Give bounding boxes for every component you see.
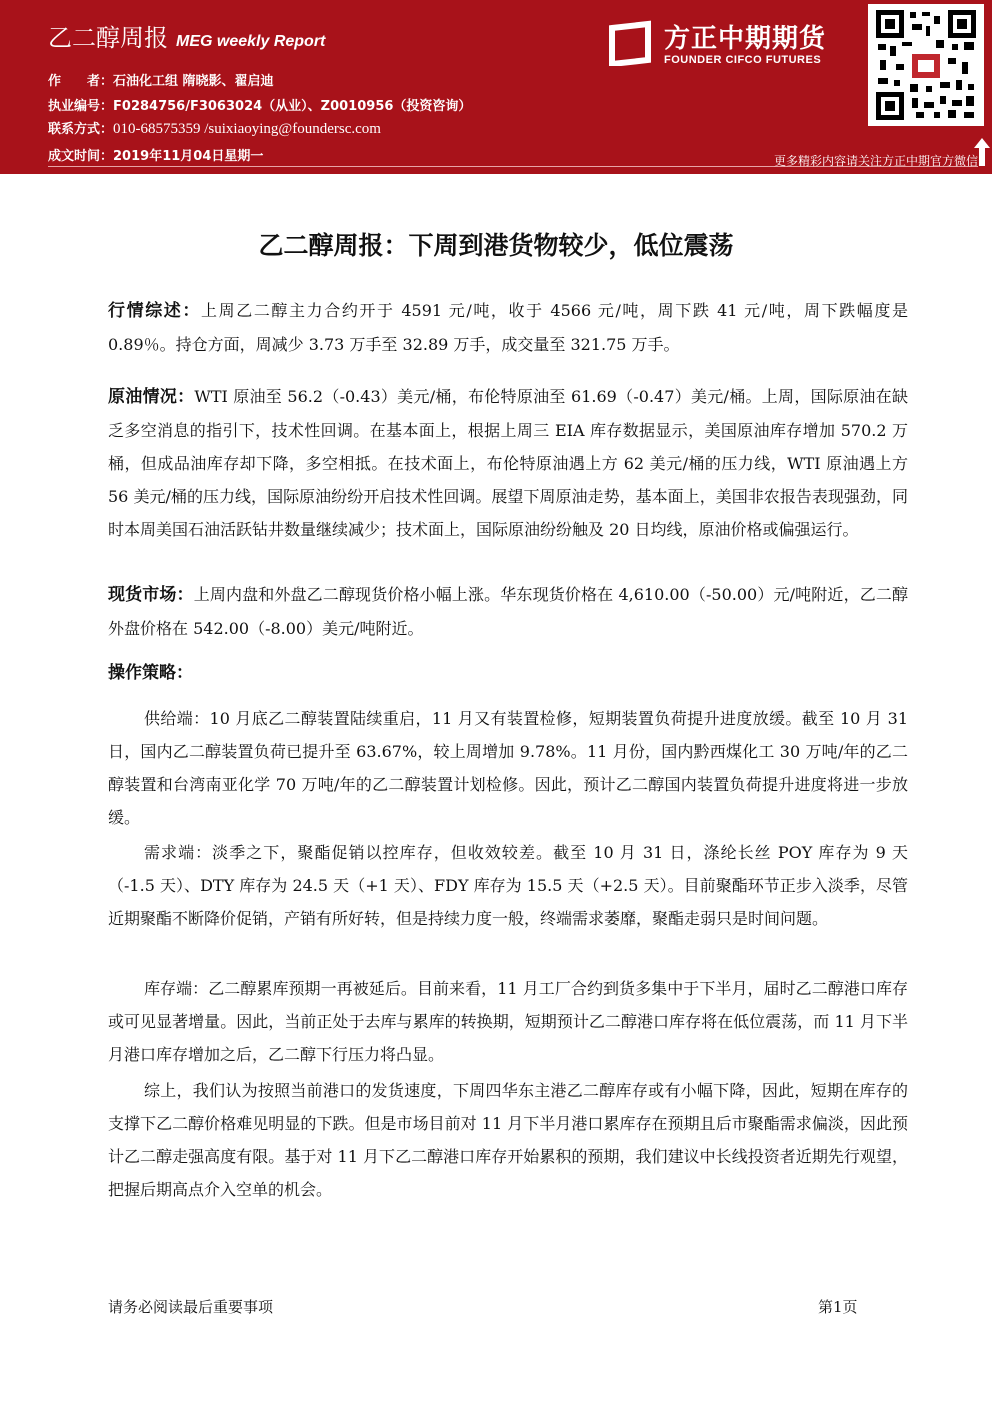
crude-oil-paragraph (108, 380, 908, 546)
date-label: 成文时间： (48, 149, 114, 164)
inventory-paragraph: 库存端：乙二醇累库预期一再被延后。目前来看，11 月工厂合约到货多集中于下半月，届时乙二醇港口库存或可见显著增量。因此，当前正处于去库与累库的转换期，短期预计乙二醇港口库存将在低位震荡，而 11 月下半月港口库存增加之后，乙二醇下行压力将凸显。 (108, 979, 908, 1064)
crude-oil-text: WTI 原油至 56.2（-0.43）美元/桶，布伦特原油至 61.69（-0.47）美元/桶。上周，国际原油在缺乏多空消息的指引下，技术性回调。在基本面上，根据上周三 EIA 库存数据显示，美国原油库存增加 570.2 万桶，但成品油库存却下降，多空相抵。在技术面上，布伦特原油遇上方 62 美元/桶的压力线，WTI 原油遇上方 56 美元/桶的压力线，国际原油纷纷开启技术性回调。展望下周原油走势，基本面上，美国非农报告表现强劲，同时本周美国石油活跃钻井数量继续减少；技术面上，国际原油纷纷触及 20 日均线，原油价格或偏强运行。 (108, 387, 908, 539)
market-overview-text: 上周乙二醇主力合约开于 4591 元/吨，收于 4566 元/吨，周下跌 41 元/吨，周下跌幅度是 0.89％。持仓方面，周减少 3.73 万手至 32.89 万手，成交量至 321.75 万手。 (108, 301, 908, 354)
author-value: 石油化工组 隋晓影、翟启迪 (113, 74, 274, 89)
demand-paragraph: 需求端：淡季之下，聚酯促销以控库存，但收效较差。截至 10 月 31 日，涤纶长丝 POY 库存为 9 天（-1.5 天）、DTY 库存为 24.5 天（+1 天）、FDY 库存为 15.5 天（+2.5 天）。目前聚酯环节正步入淡季，尽管近期聚酯不断降价促销，产销有所好转，但是持续力度一般，终端需求萎靡，聚酯走弱只是时间问题。 (108, 843, 908, 928)
market-overview-heading: 行情综述： (108, 301, 202, 321)
page-number: 第1页 (818, 1298, 858, 1316)
qr-code (868, 4, 984, 126)
strategy-heading: 操作策略： (108, 663, 193, 683)
summary-paragraph: 综上，我们认为按照当前港口的发货速度，下周四华东主港乙二醇库存或有小幅下降，因此，短期在库存的支撑下乙二醇价格难见明显的下跌。但是市场目前对 11 月下半月港口累库存在预期且后市聚酯需求偏淡，因此预计乙二醇走强高度有限。基于对 11 月下乙二醇港口库存开始累积的预期，我们建议中长线投资者近期先行观望，把握后期高点介入空单的机会。 (108, 1081, 908, 1199)
license-value: F0284756/F3063024（从业）、Z0010956（投资咨询） (113, 99, 472, 114)
spot-market-paragraph (108, 578, 908, 645)
supply-paragraph: 供给端：10 月底乙二醇装置陆续重启，11 月又有装置检修，短期装置负荷提升进度放缓。截至 10 月 31 日，国内乙二醇装置负荷已提升至 63.67%，较上周增加 9.78%。11 月份，国内黔西煤化工 30 万吨/年的乙二醇装置和台湾南亚化学 70 万吨/年的乙二醇装置计划检修。因此，预计乙二醇国内装置负荷提升进度将进一步放缓。 (108, 709, 908, 827)
founder-logo-icon (608, 20, 654, 66)
author-line (48, 70, 274, 89)
up-arrow-icon (974, 138, 990, 166)
brand-name-en: FOUNDER CIFCO FUTURES (664, 54, 822, 66)
market-overview-paragraph (108, 294, 908, 361)
brand-name-cn: 方正中期期货 (664, 24, 827, 54)
license-line (48, 95, 471, 114)
footer-notice: 请务必阅读最后重要事项 (108, 1298, 274, 1316)
report-title: 乙二醇周报 (48, 24, 168, 52)
spot-market-heading: 现货市场： (108, 585, 194, 605)
date-value: 2019年11月04日星期一 (113, 149, 264, 164)
document-title: 乙二醇周报：下周到港货物较少，低位震荡 (258, 231, 734, 260)
report-title-en: MEG weekly Report (176, 33, 326, 50)
follow-notice: 更多精彩内容请关注方正中期官方微信 (773, 154, 978, 168)
license-label: 执业编号： (48, 99, 114, 114)
date-line (48, 145, 263, 164)
spot-market-text: 上周内盘和外盘乙二醇现货价格小幅上涨。华东现货价格在 4,610.00（-50.00）元/吨附近，乙二醇外盘价格在 542.00（-8.00）美元/吨附近。 (108, 585, 908, 638)
brand-logo (608, 18, 860, 70)
report-title-row (48, 18, 325, 53)
author-label: 作 者： (48, 74, 114, 89)
qr-code-icon (876, 10, 976, 120)
contact-value: 010-68575359 /suixiaoying@foundersc.com (113, 121, 381, 137)
report-header (0, 0, 992, 174)
contact-label: 联系方式： (48, 122, 114, 137)
crude-oil-heading: 原油情况： (108, 387, 195, 407)
contact-line (48, 118, 381, 138)
